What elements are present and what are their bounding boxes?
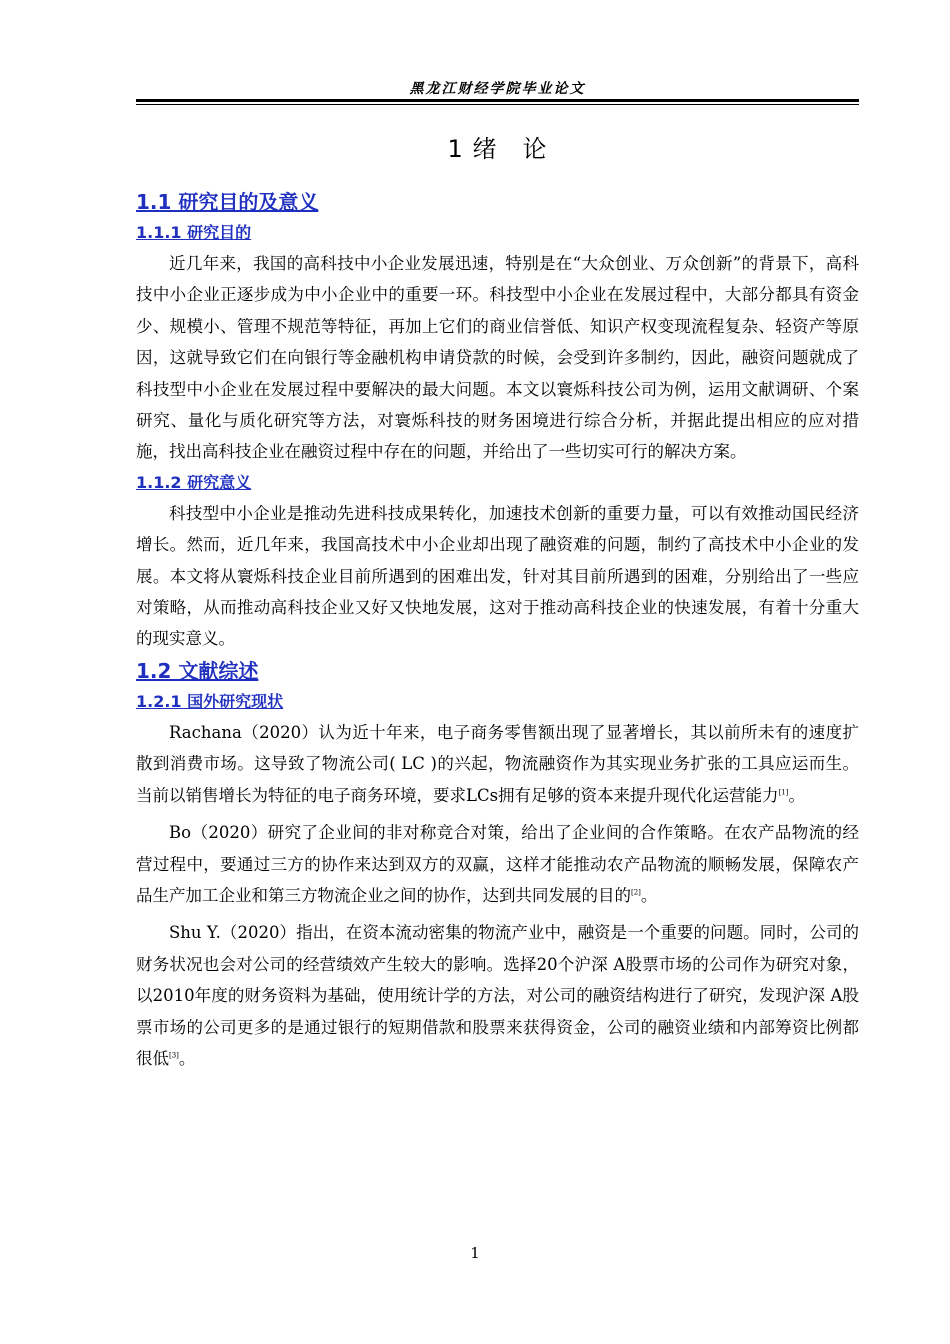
- header-rule-thick: [136, 99, 859, 102]
- paragraph-bo: [136, 817, 859, 911]
- paragraph-end: 。: [178, 1048, 196, 1068]
- paragraph-text: Bo（2020）研究了企业间的非对称竞合对策，给出了企业间的合作策略。在农产品物流的经营过程中，要通过三方的协作来达到双方的双赢，这样才能推动农产品物流的顺畅发展，保障农产品生产加工企业和第三方物流企业之间的协作，达到共同发展的目的: [136, 823, 859, 905]
- chapter-title: 1 绪 论: [447, 135, 548, 163]
- paragraph-text: Rachana（2020）认为近十年来，电子商务零售额出现了显著增长，其以前所未有的速度扩散到消费市场。这导致了物流公司( LC )的兴起，物流融资作为其实现业务扩张的工具应运而生。当前以销售增长为特征的电子商务环境，要求LCs拥有足够的资本来提升现代化运营能力: [136, 722, 859, 805]
- section-heading-1-1[interactable]: 1.1 研究目的及意义: [136, 190, 319, 214]
- paragraph-research-significance: 科技型中小企业是推动先进科技成果转化，加速技术创新的重要力量，可以有效推动国民经济增长。然而，近几年来，我国高技术中小企业却出现了融资难的问题，制约了高技术中小企业的发展。本文将从寰烁科技企业目前所遇到的困难出发，针对其目前所遇到的困难，分别给出了一些应对策略，从而推动高科技企业又好又快地发展，这对于推动高科技企业的快速发展，有着十分重大的现实意义。: [136, 503, 859, 649]
- citation-2: [2]: [631, 888, 641, 897]
- header-rule-thin: [136, 104, 859, 105]
- paragraph-rachana: [136, 717, 859, 811]
- running-header: 黑龙江财经学院毕业论文: [409, 81, 586, 97]
- section-heading-1-1-2[interactable]: 1.1.2 研究意义: [136, 472, 252, 492]
- paragraph-text: Shu Y.（2020）指出，在资本流动密集的物流产业中，融资是一个重要的问题。同时，公司的财务状况也会对公司的经营绩效产生较大的影响。选择20个沪深 A股票市场的公司作为研究对象，以2010年度的财务资料为基础，使用统计学的方法，对公司的融资结构进行了研究，发现沪深 A股票市场的公司更多的是通过银行的短期借款和股票来获得资金，公司的融资业绩和内部筹资比例都很低: [136, 923, 859, 1068]
- paragraph-end: 。: [640, 885, 658, 905]
- paragraph-research-purpose: 近几年来，我国的高科技中小企业发展迅速，特别是在“大众创业、万众创新”的背景下，高科技中小企业正逐步成为中小企业中的重要一环。科技型中小企业在发展过程中，大部分都具有资金少、规模小、管理不规范等特征，再加上它们的商业信誉低、知识产权变现流程复杂、轻资产等原因，这就导致它们在向银行等金融机构申请贷款的时候，会受到许多制约，因此，融资问题就成了科技型中小企业在发展过程中要解决的最大问题。本文以寰烁科技公司为例，运用文献调研、个案研究、量化与质化研究等方法，对寰烁科技的财务困境进行综合分析，并据此提出相应的应对措施，找出高科技企业在融资过程中存在的问题，并给出了一些切实可行的解决方案。: [136, 254, 859, 462]
- section-heading-1-2-1[interactable]: 1.2.1 国外研究现状: [136, 691, 284, 711]
- page-number: 1: [470, 1244, 480, 1262]
- section-heading-1-1-1[interactable]: 1.1.1 研究目的: [136, 223, 252, 242]
- paragraph-end: 。: [788, 785, 805, 805]
- body-content: [136, 186, 859, 1074]
- citation-1: [1]: [778, 788, 789, 797]
- citation-3: [3]: [169, 1051, 179, 1060]
- section-heading-1-2[interactable]: 1.2 文献综述: [136, 658, 259, 683]
- paragraph-shu: [136, 917, 859, 1074]
